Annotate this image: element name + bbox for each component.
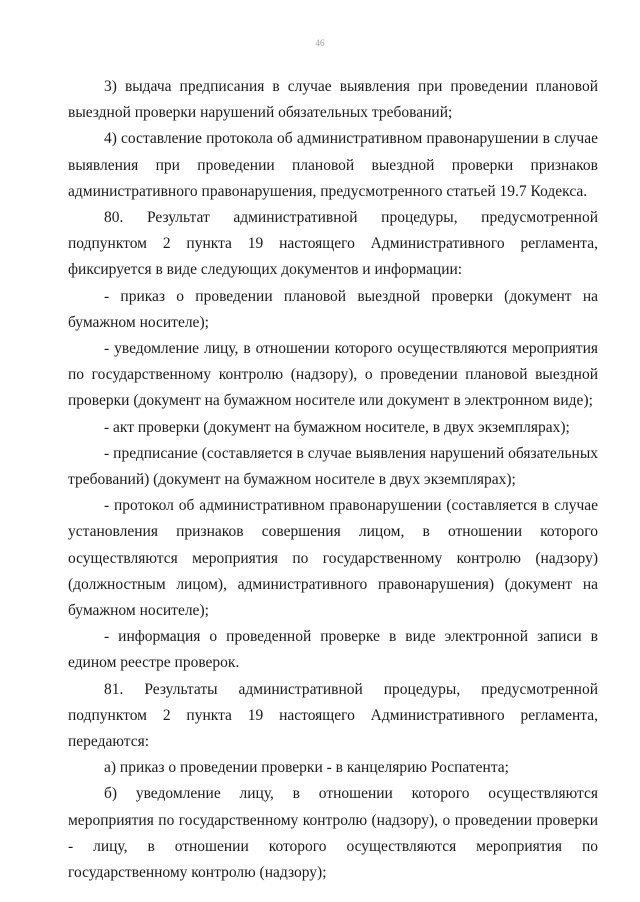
list-item-prescription: - предписание (составляется в случае выявления нарушений обязательных требований) (документ на бумажном носителе в двух экземплярах); xyxy=(68,444,598,489)
list-item-notification: - уведомление лицу, в отношении которого осуществляются мероприятия по государственному контролю (надзору), о проведении плановой выездной проверки (документ на бумажном носителе или документ в электронном виде); xyxy=(68,340,598,410)
list-item-inspection-act: - акт проверки (документ на бумажном носителе, в двух экземплярах); xyxy=(104,418,570,436)
paragraph-item-4: 4) составление протокола об административном правонарушении в случае выявления при проведении плановой выездной проверки признаков административного правонарушения, предусмотренного статьей 19.7 Кодекса. xyxy=(68,130,598,200)
list-item-a: а) приказ о проведении проверки - в канцелярию Роспатента; xyxy=(104,759,509,777)
list-item-registry-info: - информация о проведенной проверке в виде электронной записи в едином реестре проверок. xyxy=(68,628,598,672)
list-item-b: б) уведомление лицу, в отношении которого осуществляются мероприятия по государственному контролю (надзору), о проведении проверки - лицу, в отношении которого осуществляются мероприятия по государственному контролю (надзору); xyxy=(68,785,598,882)
paragraph-item-3: 3) выдача предписания в случае выявления при проведении плановой выездной проверки нарушений обязательных требований; xyxy=(68,78,598,122)
page-number: 46 xyxy=(315,38,325,48)
paragraph-81: 81. Результаты административной процедуры, предусмотренной подпунктом 2 пункта 19 настоящего Административного регламента, передаются: xyxy=(68,680,598,751)
list-item-order: - приказ о проведении плановой выездной проверки (документ на бумажном носителе); xyxy=(68,287,598,331)
document-body xyxy=(68,74,598,886)
list-item-protocol: - протокол об административном правонарушении (составляется в случае установления признаков совершения лицом, в отношении которого осуществляются мероприятия по государственному контролю (надзору) (должностным лицом), административного правонарушения) (документ на бумажном носителе); xyxy=(68,497,598,620)
paragraph-80: 80. Результат административной процедуры, предусмотренной подпунктом 2 пункта 19 настоящего Административного регламента, фиксируется в виде следующих документов и информации: xyxy=(68,209,598,279)
